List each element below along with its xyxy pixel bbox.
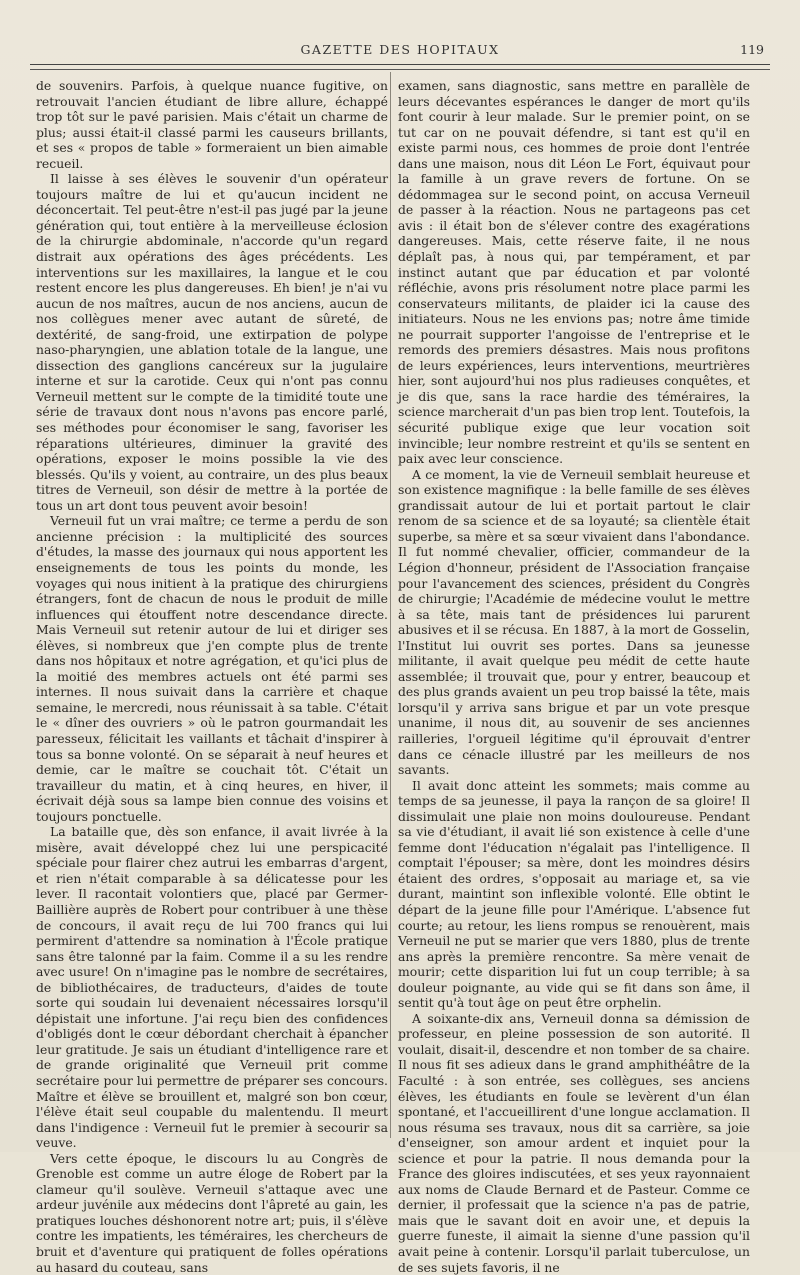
journal-title: GAZETTE DES HOPITAUX bbox=[300, 42, 500, 57]
paragraph: La bataille que, dès son enfance, il avait livrée à la misère, avait développé chez lui une perspicacité spéciale pour flairer chez autrui les embarras d'argent, et rien n'était comparable à sa délicatesse pour les lever. Il racontait volontiers que, placé par Germer-Baillière auprès de Robert pour contribuer à une thèse de concours, il avait reçu de lui 700 francs qui lui permirent d'attendre sa nomination à l'École pratique sans être talonné par la faim. Comme il a su les rendre avec usure! On n'imagine pas le nombre de secrétaires, de bibliothécaires, de traducteurs, d'aides de toute sorte qui soudain lui devenaient nécessaires lorsqu'il dépistait une infortune. J'ai reçu bien des confidences d'obligés dont le cœur débordant cherchait à épancher leur gratitude. Je sais un étudiant d'intelligence rare et de grande originalité que Verneuil prit comme secrétaire pour lui permettre de préparer ses concours. Maître et élève se brouillent et, malgré son bon cœur, l'élève était seul coupable du malentendu. Il meurt dans l'indigence : Verneuil fut le premier à secourir sa veuve. bbox=[36, 824, 388, 1151]
right-column bbox=[398, 78, 750, 1275]
paragraph: examen, sans diagnostic, sans mettre en parallèle de leurs décevantes espérances le danger de mort qu'ils font courir à leur malade. Sur le premier point, on se tut car on ne pouvait défendre, si tant est qu'il en existe parmi nous, ces hommes de proie dont l'entrée dans une maison, nous dit Léon Le Fort, équivaut pour la famille à un grave revers de fortune. On se dédommagea sur le second point, on accusa Verneuil de passer à la réaction. Nous ne partageons pas cet avis : il était bon de s'élever contre des exagérations dangereuses. Mais, cette réserve faite, il ne nous déplaît pas, à nous qui, par tempérament, et par instinct autant que par éducation et par volonté réfléchie, avons pris résolument notre place parmi les conservateurs militants, de plaider ici la cause des initiateurs. Nous ne les envions pas; notre âme timide ne pourrait supporter l'angoisse de l'entreprise et le remords des premiers désastres. Mais nous profitons de leurs expériences, leurs interventions, meurtrières hier, sont aujourd'hui nos plus radieuses conquêtes, et je dis que, sans la race hardie des téméraires, la science marcherait d'un pas bien trop lent. Toutefois, la sécurité publique exige que leur vocation soit invincible; leur nombre restreint et qu'ils se sentent en paix avec leur conscience. bbox=[398, 78, 750, 467]
page-number: 119 bbox=[740, 42, 764, 57]
paragraph: Il avait donc atteint les sommets; mais comme au temps de sa jeunesse, il paya la rançon de sa gloire! Il dissimulait une plaie non moins douloureuse. Pendant sa vie d'étudiant, il avait lié son existence à celle d'une femme dont l'éducation n'égalait pas l'intelligence. Il comptait l'épouser; sa mère, dont les moindres désirs étaient des ordres, s'opposait au mariage et, sa vie durant, maintint son inflexible volonté. Elle obtint le départ de la jeune fille pour l'Amérique. L'absence fut courte; au retour, les liens rompus se renouèrent, mais Verneuil ne put se marier que vers 1880, plus de trente ans après la première rencontre. Sa mère venait de mourir; cette disparition lui fut un coup terrible; à sa douleur poignante, au vide qui se fit dans son âme, il sentit qu'à tout âge on peut être orphelin. bbox=[398, 777, 750, 1011]
column-divider bbox=[390, 72, 391, 1138]
paragraph: de souvenirs. Parfois, à quelque nuance fugitive, on retrouvait l'ancien étudiant de libre allure, échappé trop tôt sur le pavé parisien. Mais c'était un charme de plus; aussi était-il classé parmi les causeurs brillants, et ses « propos de table » formeraient un bien aimable recueil. bbox=[36, 78, 388, 171]
paragraph: A ce moment, la vie de Verneuil semblait heureuse et son existence magnifique : la belle famille de ses élèves grandissait autour de lui et portait partout le clair renom de sa science et de sa loyauté; sa clientèle était superbe, sa mère et sa sœur vivaient dans l'abondance. Il fut nommé chevalier, officier, commandeur de la Légion d'honneur, président de l'Association française pour l'avancement des sciences, président du Congrès de chirurgie; l'Académie de médecine voulut le mettre à sa tête, mais tant de présidences lui parurent abusives et il se récusa. En 1887, à la mort de Gosselin, l'Institut lui ouvrit ses portes. Dans sa jeunesse militante, il avait quelque peu médit de cette haute assemblée; il trouvait que, pour y entrer, beaucoup et des plus grands avaient un peu trop baissé la tête, mais lorsqu'il y arriva sans brigue et par un vote presque unanime, il nous dit, au souvenir de ses anciennes railleries, l'orgueil légitime qu'il éprouvait d'entrer dans ce cénacle illustré par les meilleurs de nos savants. bbox=[398, 466, 750, 778]
paragraph: A soixante-dix ans, Verneuil donna sa démission de professeur, en pleine possession de son autorité. Il voulait, disait-il, descendre et non tomber de sa chaire. Il nous fit ses adieux dans le grand amphithéâtre de la Faculté : à son entrée, ses collègues, ses anciens élèves, les étudiants en foule se levèrent d'un élan spontané, et l'accueillirent d'une longue acclamation. Il nous résuma ses travaux, nous dit sa carrière, sa joie d'enseigner, son amour ardent et inquiet pour la science et pour la patrie. Il nous demanda pour la France des gloires indiscutées, et ses yeux rayonnaient aux noms de Claude Bernard et de Pasteur. Comme ce dernier, il professait que la science n'a pas de patrie, mais que le savant doit en avoir une, et depuis la guerre funeste, il aimait la sienne d'une passion qu'il avait peine à contenir. Lorsqu'il parlait tuberculose, un de ses sujets favoris, il ne bbox=[398, 1010, 750, 1275]
page-header bbox=[0, 40, 800, 62]
header-rule-thick bbox=[30, 64, 770, 65]
paragraph: Vers cette époque, le discours lu au Congrès de Grenoble est comme un autre éloge de Robert par la clameur qu'il soulève. Verneuil s'attaque avec une ardeur juvénile aux médecins dont l'âpreté au gain, les pratiques louches déshonorent notre art; puis, il s'élève contre les impatients, les téméraires, les chercheurs de bruit et d'aventure qui pratiquent de folles opérations au hasard du couteau, sans bbox=[36, 1150, 388, 1275]
header-rule-thin bbox=[30, 69, 770, 70]
left-column bbox=[36, 78, 388, 1275]
paragraph: Il laisse à ses élèves le souvenir d'un opérateur toujours maître de lui et qu'aucun incident ne déconcertait. Tel peut-être n'est-il pas jugé par la jeune génération qui, tout entière à la merveilleuse éclosion de la chirurgie abdominale, n'accorde qu'un regard distrait aux opérations des âges précédents. Les interventions sur les maxillaires, la langue et le cou restent encore les plus dangereuses. Eh bien! je n'ai vu aucun de nos maîtres, aucun de nos anciens, aucun de nos collègues mener avec autant de sûreté, de dextérité, de sang-froid, une extirpation de polype naso-pharyngien, une ablation totale de la langue, une dissection des ganglions cancéreux sur la jugulaire interne et sur la carotide. Ceux qui n'ont pas connu Verneuil mettent sur le compte de la timidité toute une série de travaux dont nous n'avons pas encore parlé, ses méthodes pour économiser le sang, favoriser les réparations ultérieures, diminuer la gravité des opérations, exposer le moins possible la vie des blessés. Qu'ils y voient, au contraire, un des plus beaux titres de Verneuil, son désir de mettre à la portée de tous un art dont tous peuvent avoir besoin! bbox=[36, 171, 388, 513]
paragraph: Verneuil fut un vrai maître; ce terme a perdu de son ancienne précision : la multiplicité des sources d'études, la masse des journaux qui nous apportent les enseignements de tous les points du monde, les voyages qui nous initient à la pratique des chirurgiens étrangers, font de chacun de nous le produit de mille influences qui étouffent notre descendance directe. Mais Verneuil sut retenir autour de lui et diriger ses élèves, si nombreux que j'en compte plus de trente dans nos hôpitaux et notre agrégation, et qu'ici plus de la moitié des membres actuels ont été parmi ses internes. Il nous suivait dans la carrière et chaque semaine, le mercredi, nous réunissait à sa table. C'était le « dîner des ouvriers » où le patron gourmandait les paresseux, félicitait les vaillants et tâchait d'inspirer à tous sa bonne volonté. On se séparait à neuf heures et demie, car le maître se couchait tôt. C'était un travailleur du matin, et à cinq heures, en hiver, il écrivait déjà sous sa lampe bien connue des voisins et toujours ponctuelle. bbox=[36, 513, 388, 824]
